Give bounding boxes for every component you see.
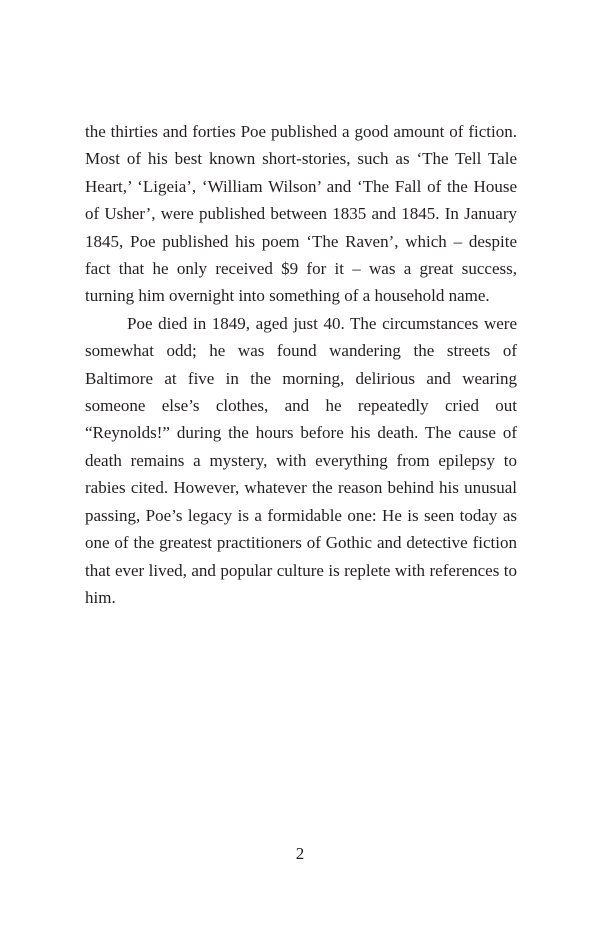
- body-text: [85, 118, 517, 611]
- paragraph-poe-death: Poe died in 1849, aged just 40. The circumstances were somewhat odd; he was found wandering the streets of Baltimore at five in the morning, delirious and wearing someone else’s clothes, and he repeatedly cried out “Reynolds!” during the hours before his death. The cause of death remains a mystery, with everything from epilepsy to rabies cited. However, whatever the reason behind his unusual passing, Poe’s legacy is a formidable one: He is seen today as one of the greatest practitioners of Gothic and detective fiction that ever lived, and popular culture is replete with references to him.: [85, 313, 517, 607]
- paragraph-continuation: the thirties and forties Poe published a good amount of fiction. Most of his best known short-stories, such as ‘The Tell Tale Heart,’ ‘Ligeia’, ‘William Wilson’ and ‘The Fall of the House of Usher’, were published between 1835 and 1845. In January 1845, Poe published his poem ‘The Raven’, which – despite fact that he only received $9 for it – was a great success, turning him overnight into something of a household name.: [85, 122, 517, 306]
- page-number: 2: [295, 844, 305, 863]
